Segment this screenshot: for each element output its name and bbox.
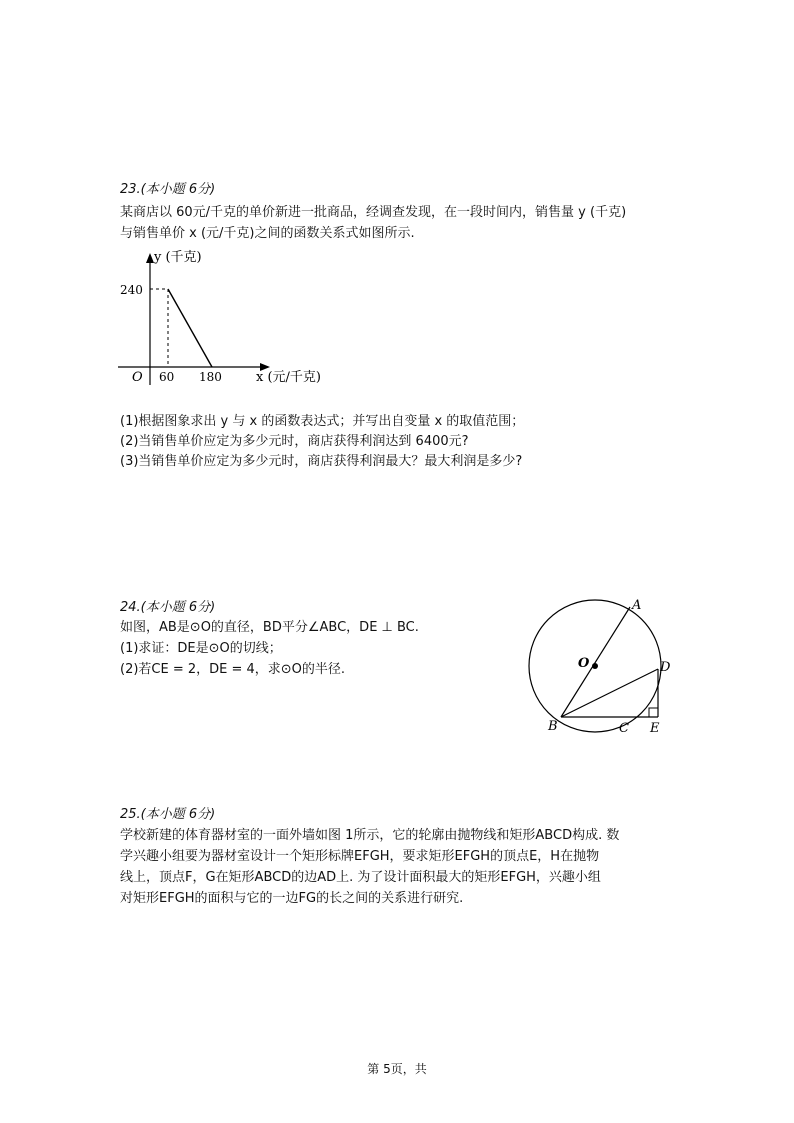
q24-circle-figure: [525, 595, 675, 740]
q24-text-line2: (1)求证：DE是⊙O的切线；: [120, 641, 282, 656]
q23-part3: (3)当销售单价应定为多少元时，商店获得利润最大？最大利润是多少?: [120, 454, 523, 469]
q23-header: 23.(本小题 6分): [120, 182, 216, 197]
label-d: D: [660, 660, 671, 675]
origin-label: O: [132, 370, 143, 385]
q24-text-line3: (2)若CE = 2，DE = 4，求⊙O的半径.: [120, 662, 346, 677]
function-line: [168, 289, 212, 367]
q23-part2: (2)当销售单价应定为多少元时，商店获得利润达到 6400元?: [120, 434, 469, 449]
q25-text-line1: 学校新建的体育器材室的一面外墙如图 1所示，它的轮廓由抛物线和矩形ABCD构成. 数: [120, 828, 620, 843]
y-axis-label: y (千克): [154, 250, 202, 265]
right-angle-mark: [649, 708, 658, 717]
label-b: B: [548, 719, 558, 734]
q25-text-line4: 对矩形EFGH的面积与它的一边FG的长之间的关系进行研究.: [120, 891, 464, 906]
q23-function-graph: [110, 245, 350, 390]
q24-text-line1: 如图，AB是⊙O的直径，BD平分∠ABC，DE ⊥ BC.: [120, 620, 419, 635]
q24-header: 24.(本小题 6分): [120, 600, 216, 615]
label-o: O: [578, 656, 590, 671]
x-axis-label: x (元/千克): [256, 370, 321, 385]
page-footer: 第 5页，共: [367, 1062, 427, 1076]
q23-part1: (1)根据图象求出 y 与 x 的函数表达式；并写出自变量 x 的取值范围；: [120, 414, 525, 429]
y-axis-arrow: [146, 253, 154, 263]
q25-header: 25.(本小题 6分): [120, 807, 216, 822]
y-tick-240: 240: [120, 283, 143, 297]
x-tick-180: 180: [199, 370, 222, 384]
q23-text-line1: 某商店以 60元/千克的单价新进一批商品，经调查发现，在一段时间内，销售量 y (千克): [120, 205, 627, 220]
x-tick-60: 60: [159, 370, 175, 384]
q25-text-line3: 线上，顶点F，G在矩形ABCD的边AD上. 为了设计面积最大的矩形EFGH，兴趣小组: [120, 870, 601, 885]
label-a: A: [632, 598, 642, 613]
q23-text-line2: 与销售单价 x (元/千克)之间的函数关系式如图所示.: [120, 226, 415, 241]
label-c: C: [619, 721, 629, 736]
label-e: E: [650, 721, 660, 736]
q25-text-line2: 学兴趣小组要为器材室设计一个矩形标牌EFGH，要求矩形EFGH的顶点E，H在抛物: [120, 849, 600, 864]
center-point: [592, 663, 598, 669]
